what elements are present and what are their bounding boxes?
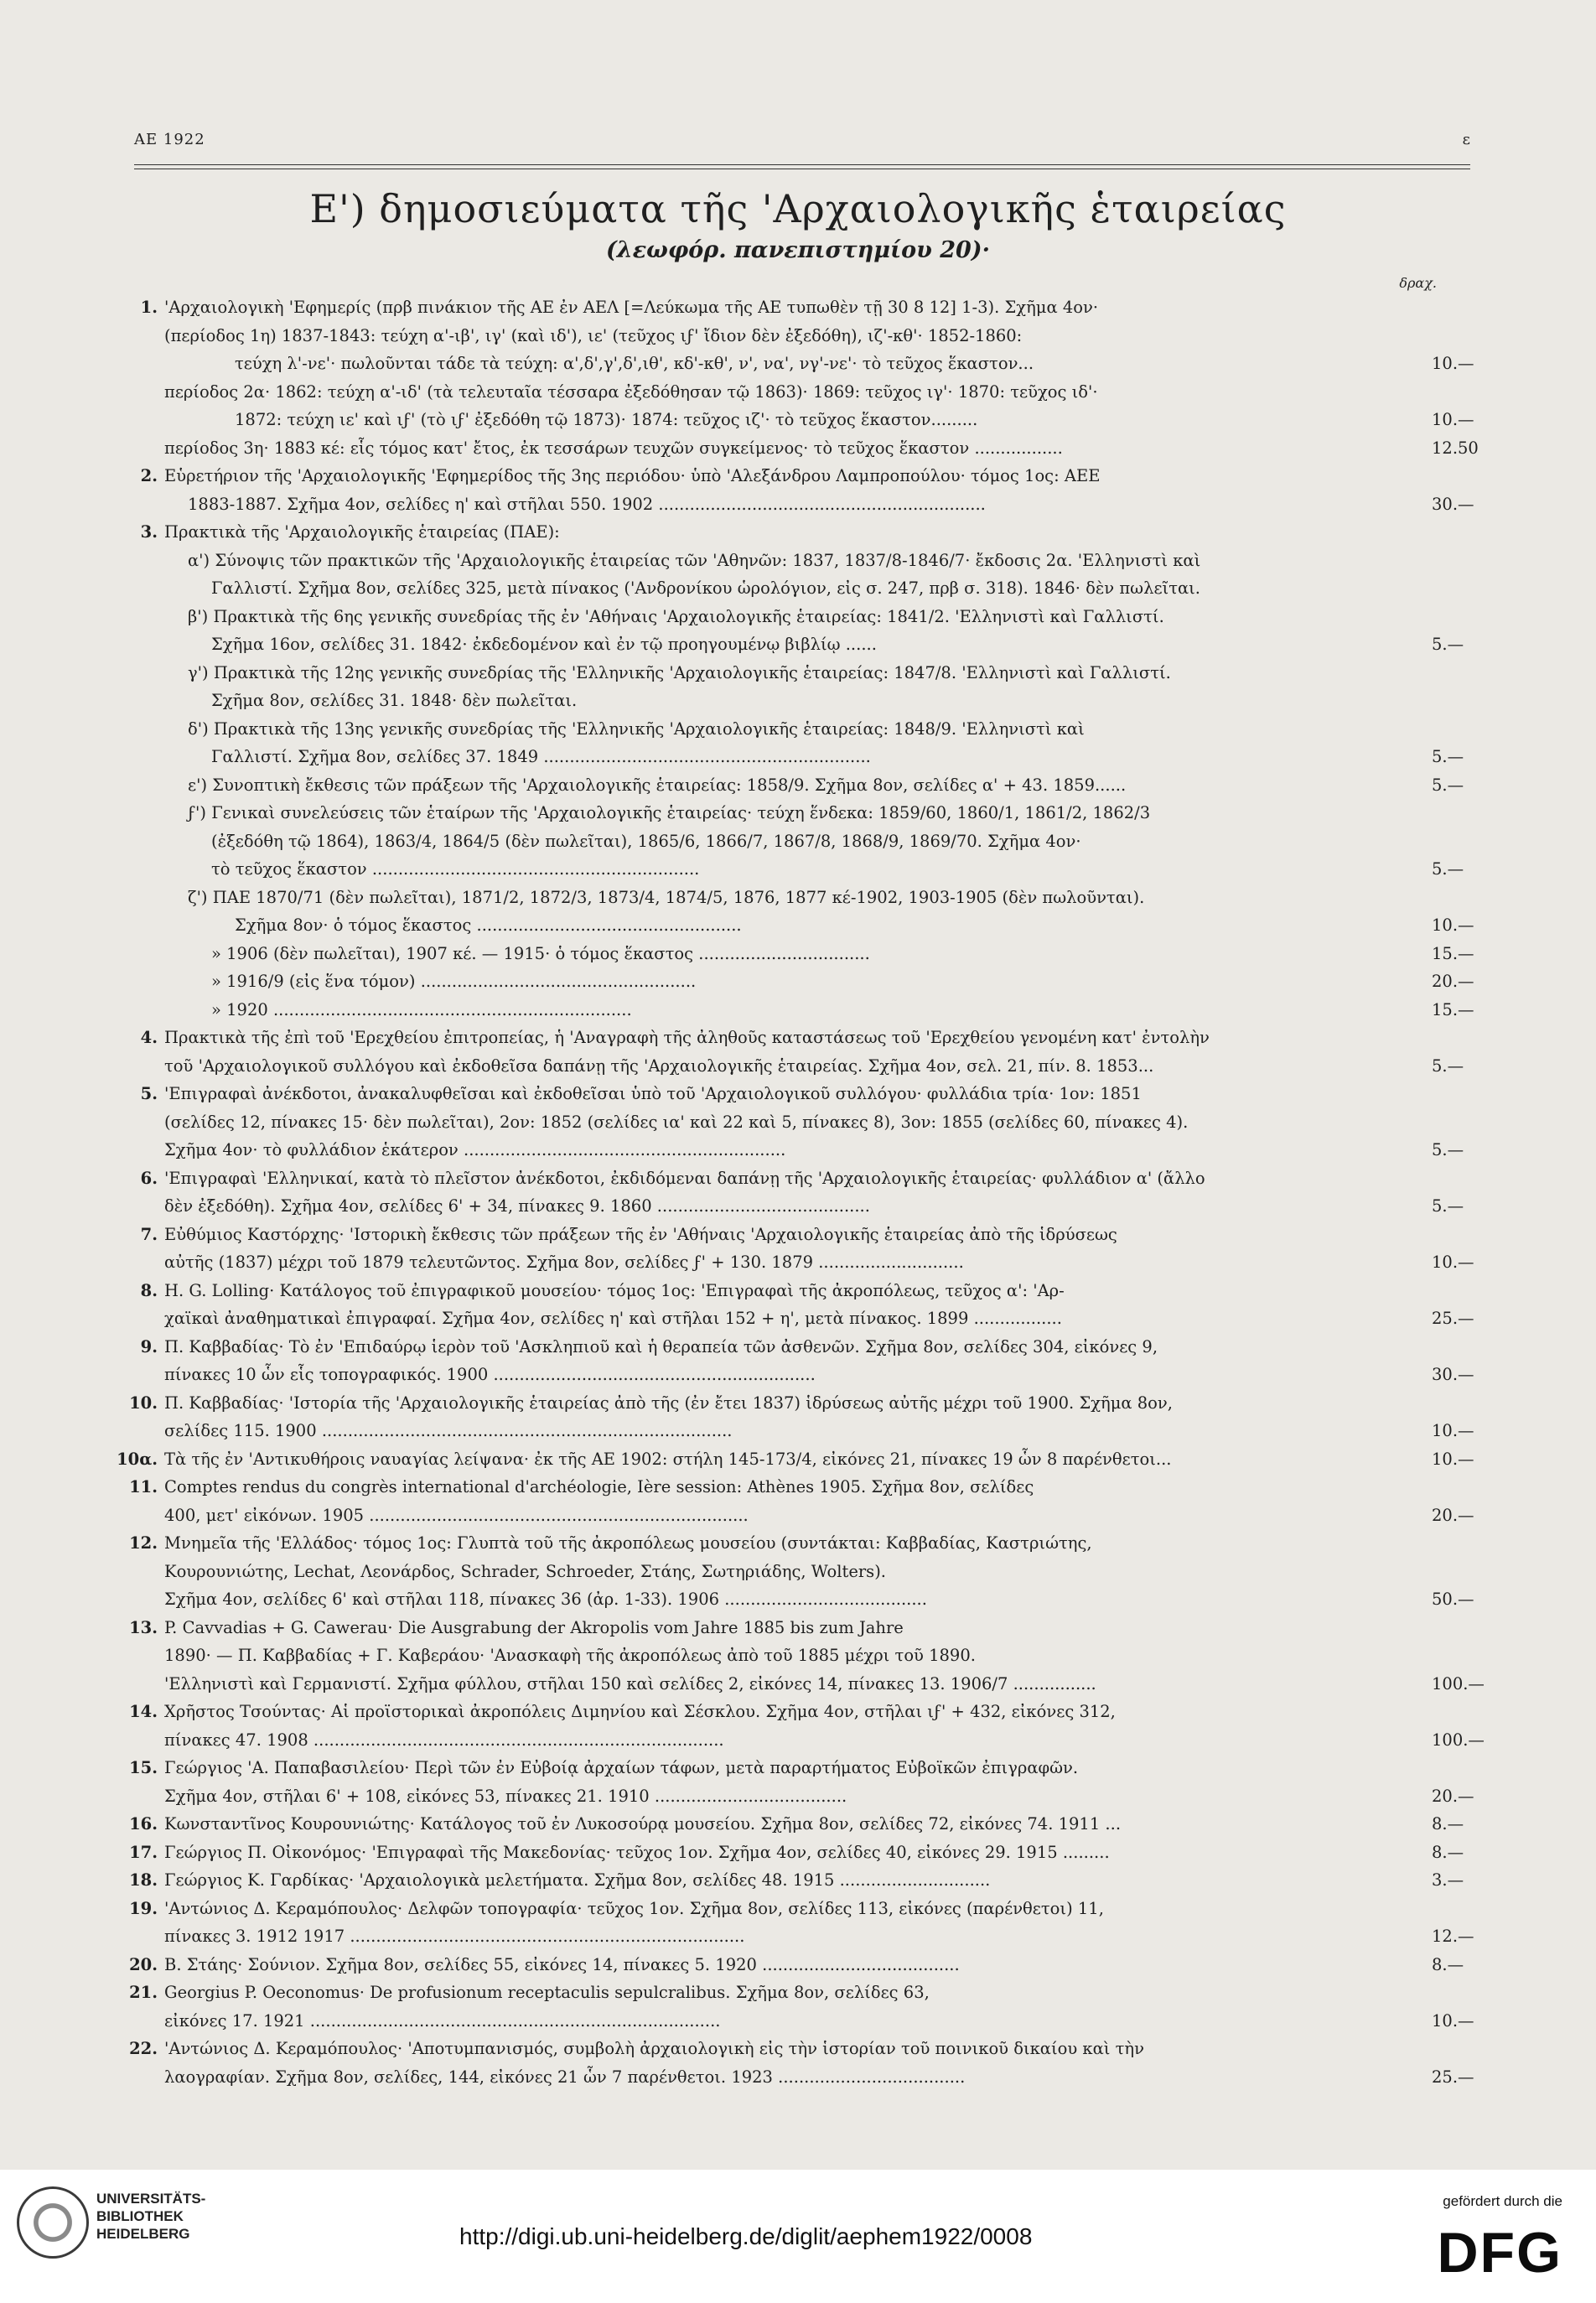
entry-number: 13.: [129, 1617, 158, 1637]
entry-price: 5.—: [1432, 1056, 1464, 1076]
entry-text: Κωνσταντῖνος Κουρουνιώτης· Κατάλογος τοῦ ἐν Λυκοσούρᾳ μουσείου. Σχῆμα 8ον, σελίδες 72, εἰκόνες 74. 1911 ...: [164, 1814, 1122, 1834]
entry-number: 9.: [140, 1336, 158, 1356]
running-head: [134, 131, 1470, 156]
entry-price: 50.—: [1432, 1590, 1474, 1609]
entry-number: 18.: [129, 1870, 158, 1890]
entry-line: [164, 911, 1482, 940]
entry-text: 1890· — Π. Καββαδίας + Γ. Καβεράου· 'Ανασκαφὴ τῆς ἀκροπόλεως ἀπὸ τοῦ 1885 μέχρι τοῦ 1890.: [164, 1646, 976, 1665]
entry-price: 10.—: [1432, 2010, 1474, 2031]
entry-line: [164, 827, 1482, 856]
entry-line: [164, 574, 1482, 603]
footer-bar: [0, 2170, 1596, 2303]
entry-line: [164, 378, 1482, 407]
entry-line: [129, 1698, 1482, 1726]
entry-text: ζ') ΠΑΕ 1870/71 (δὲν πωλεῖται), 1871/2, 1872/3, 1873/4, 1874/5, 1876, 1877 κέ-1902, 1903-1905 (δὲν πωλοῦνται).: [188, 887, 1145, 907]
entry-line: [164, 322, 1482, 350]
entry-line: [164, 434, 1482, 463]
entry-text: Β. Στάης· Σούνιον. Σχῆμα 8ον, σελίδες 55, εἰκόνες 14, πίνακες 5. 1920 ......................................: [164, 1954, 960, 1974]
entry-line: [140, 462, 1482, 490]
entry-text: H. G. Lolling· Κατάλογος τοῦ ἐπιγραφικοῦ μουσείου· τόμος 1ος: 'Επιγραφαὶ τῆς ἀκροπόλεως, τεῦχος α': 'Αρ-: [164, 1280, 1065, 1300]
entry-line: [164, 350, 1482, 378]
entry-line: [164, 1417, 1482, 1445]
entry-text: 1872: τεύχη ιε' καὶ ιϝ' (τὸ ιϝ' ἐξεδόθη τῷ 1873)· 1874: τεῦχος ιζ'· τὸ τεῦχος ἕκαστον.........: [235, 410, 978, 429]
header-rule-top: [134, 164, 1470, 165]
entry-line: [164, 1558, 1482, 1586]
entry-price: 5.—: [1432, 1140, 1464, 1159]
entry-line: [164, 1782, 1482, 1811]
entry-price: 5.—: [1432, 859, 1464, 879]
entry-number: 21.: [129, 1983, 158, 2002]
entry-text: Τὰ τῆς ἐν 'Αντικυθήροις ναυαγίας λείψανα· ἐκ τῆς ΑΕ 1902: στήλη 145-173/4, εἰκόνες 21, πίνακες 19 ὧν 8 παρένθετοι...: [164, 1449, 1172, 1469]
entry-text: Σχῆμα 8ον· ὁ τόμος ἕκαστος ...................................................: [235, 915, 742, 935]
entry-line: [164, 406, 1482, 434]
entry-text: Σχῆμα 4ον, σελίδες 6' καὶ στῆλαι 118, πίνακες 36 (ἀρ. 1-33). 1906 .......................................: [164, 1590, 927, 1609]
entry-line: [164, 771, 1482, 800]
entry-line: [140, 1277, 1482, 1305]
entry-text: Comptes rendus du congrès international d'archéologie, Ière session: Athènes 1905. Σχῆμα 8ον, σελίδες: [164, 1477, 1034, 1496]
entry-text: Χρῆστος Τσούντας· Αἱ προϊστορικαὶ ἀκροπόλεις Διμηνίου καὶ Σέσκλου. Σχῆμα 4ον, στῆλαι ιϝ' + 432, εἰκόνες 312,: [164, 1702, 1116, 1721]
entry-text: Π. Καββαδίας· 'Ιστορία τῆς 'Αρχαιολογικῆς ἑταιρείας ἀπὸ τῆς (ἐν ἔτει 1837) ἱδρύσεως αὐτῆς μέχρι τοῦ 1900. Σχῆμα 8ον,: [164, 1393, 1173, 1413]
entry-line: [129, 1839, 1482, 1867]
entry-line: [164, 603, 1482, 631]
library-name-line-3: HEIDELBERG: [96, 2226, 190, 2242]
entry-price: 12.—: [1432, 1927, 1474, 1946]
entry-price: 3.—: [1432, 1870, 1464, 1890]
entry-price: 25.—: [1432, 2067, 1474, 2087]
entry-price: 10.—: [1432, 410, 1474, 429]
entry-text: Γεώργιος 'Α. Παπαβασιλείου· Περὶ τῶν ἐν Εὐβοίᾳ ἀρχαίων τάφων, μετὰ παραρτήματος Εὐβοϊκῶν ἐπιγραφῶν.: [164, 1758, 1079, 1777]
entry-price: 5.—: [1432, 635, 1464, 654]
entry-text: ϝ') Γενικαὶ συνελεύσεις τῶν ἑταίρων τῆς 'Αρχαιολογικῆς ἑταιρείας· τεύχη ἕνδεκα: 1859/60, 1860/1, 1861/2, 1862/3: [188, 803, 1151, 822]
entry-line: [129, 1979, 1482, 2007]
entry-number: 22.: [129, 2039, 158, 2058]
entry-price: 8.—: [1432, 1842, 1464, 1862]
entry-line: [129, 1754, 1482, 1782]
running-head-right: ε: [1462, 131, 1470, 148]
entry-price: 10.—: [1432, 1421, 1474, 1440]
entry-line: [164, 687, 1482, 715]
entry-line: [164, 799, 1482, 827]
entry-number: 12.: [129, 1533, 158, 1553]
entry-number: 4.: [140, 1028, 158, 1047]
entry-text: σελίδες 115. 1900 ...............................................................................: [164, 1421, 733, 1440]
entry-text: περίοδος 3η· 1883 κέ: εἷς τόμος κατ' ἔτος, ἐκ τεσσάρων τευχῶν συγκείμενος· τὸ τεῦχος ἕκαστον .................: [164, 438, 1063, 458]
entry-text: Πρακτικὰ τῆς 'Αρχαιολογικῆς ἑταιρείας (ΠΑΕ):: [164, 522, 560, 542]
entry-text: αὐτῆς (1837) μέχρι τοῦ 1879 τελευτῶντος. Σχῆμα 8ον, σελίδες ϝ' + 130. 1879 ............................: [164, 1253, 964, 1272]
entry-price: 20.—: [1432, 1786, 1474, 1806]
entry-number: 10α.: [117, 1449, 158, 1469]
entry-text: πίνακες 3. 1912 1917 ............................................................................: [164, 1927, 745, 1946]
entry-line: [164, 1642, 1482, 1670]
entry-number: 3.: [140, 522, 158, 542]
entry-number: 14.: [129, 1702, 158, 1721]
entry-text: εἰκόνες 17. 1921 ...............................................................................: [164, 2010, 721, 2031]
entry-text: (ἐξεδόθη τῷ 1864), 1863/4, 1864/5 (δὲν πωλεῖται), 1865/6, 1866/7, 1867/8, 1868/9, 1869/70. Σχῆμα 4ον·: [211, 831, 1081, 851]
entry-price: 100.—: [1432, 1730, 1485, 1750]
entry-line: [140, 293, 1482, 322]
entry-text: Γεώργιος Π. Οἰκονόμος· 'Επιγραφαὶ τῆς Μακεδονίας· τεῦχος 1ον. Σχῆμα 4ον, σελίδες 40, εἰκόνες 29. 1915 .........: [164, 1842, 1110, 1862]
entry-line: [129, 1529, 1482, 1558]
entry-line: [140, 1024, 1482, 1052]
entry-text: (σελίδες 12, πίνακες 15· δὲν πωλεῖται), 2ον: 1852 (σελίδες ια' καὶ 22 καὶ 5, πίνακες 8), 3ον: 1855 (σελίδες 60, πίνακες 4).: [164, 1112, 1189, 1132]
entry-line: [140, 1164, 1482, 1193]
entry-text: ε') Συνοπτικὴ ἔκθεσις τῶν πράξεων τῆς 'Αρχαιολογικῆς ἑταιρείας: 1858/9. Σχῆμα 8ον, σελίδες α' + 43. 1859......: [188, 775, 1127, 795]
source-url-link[interactable]: http://digi.ub.uni-heidelberg.de/diglit/aephem1922/0008: [459, 2223, 1033, 2249]
entry-line: [129, 1895, 1482, 1923]
entry-line: [140, 1080, 1482, 1108]
entry-text: » 1920 .....................................................................: [211, 999, 632, 1019]
library-name-line-2: BIBLIOTHEK: [96, 2208, 184, 2224]
entry-price: 5.—: [1432, 775, 1464, 795]
entry-line: [164, 940, 1482, 968]
entry-price: 10.—: [1432, 1253, 1474, 1272]
entry-text: 'Επιγραφαὶ ἀνέκδοτοι, ἀνακαλυφθεῖσαι καὶ ἐκδοθεῖσαι ὑπὸ τοῦ 'Αρχαιολογικοῦ συλλόγου· φυλλάδια τρία· 1ον: 1851: [164, 1084, 1142, 1103]
publication-list: [117, 293, 1485, 2091]
entry-text: 400, μετ' εἰκόνων. 1905 .........................................................................: [164, 1505, 749, 1525]
entry-text: δ') Πρακτικὰ τῆς 13ης γενικῆς συνεδρίας τῆς 'Ελληνικῆς 'Αρχαιολογικῆς ἑταιρείας: 1848/9. 'Ελληνιστὶ καὶ: [188, 718, 1085, 739]
entry-text: πίνακες 10 ὧν εἷς τοπογραφικός. 1900 ..............................................................: [164, 1365, 816, 1384]
entry-line: [129, 1951, 1482, 1979]
entry-line: [164, 1502, 1482, 1530]
entry-text: λαογραφίαν. Σχῆμα 8ον, σελίδες, 144, εἰκόνες 21 ὧν 7 παρένθετοι. 1923 ....................................: [164, 2067, 966, 2087]
entry-text: Π. Καββαδίας· Τὸ ἐν 'Επιδαύρῳ ἱερὸν τοῦ 'Ασκληπιοῦ καὶ ἡ θεραπεία τῶν ἀσθενῶν. Σχῆμα 8ον, σελίδες 304, εἰκόνες 9,: [164, 1336, 1158, 1356]
entry-line: [140, 1221, 1482, 1249]
entry-line: [164, 2063, 1482, 2092]
entry-price: 15.—: [1432, 943, 1474, 963]
entry-price: 5.—: [1432, 1196, 1464, 1216]
entry-text: τὸ τεῦχος ἕκαστον ...............................................................: [211, 859, 700, 879]
entry-number: 17.: [129, 1842, 158, 1862]
entry-line: [164, 630, 1482, 659]
entry-text: 1883-1887. Σχῆμα 4ον, σελίδες η' καὶ στῆλαι 550. 1902 ...............................................................: [188, 494, 986, 514]
entry-price: 10.—: [1432, 1449, 1474, 1469]
entry-text: α') Σύνοψις τῶν πρακτικῶν τῆς 'Αρχαιολογικῆς ἑταιρείας τῶν 'Αθηνῶν: 1837, 1837/8-1846/7· ἔκδοσις 2α. 'Ελληνιστὶ καὶ: [188, 550, 1201, 570]
entry-text: Σχῆμα 4ον· τὸ φυλλάδιον ἑκάτερον ..............................................................: [164, 1140, 786, 1159]
sponsor-text: gefördert durch die: [1443, 2193, 1562, 2209]
entry-text: τοῦ 'Αρχαιολογικοῦ συλλόγου καὶ ἐκδοθεῖσα δαπάνῃ τῆς 'Αρχαιολογικῆς ἑταιρείας. Σχῆμα 4ον, σελ. 21, πίν. 8. 1853...: [164, 1056, 1154, 1076]
entry-text: Γεώργιος Κ. Γαρδίκας· 'Αρχαιολογικὰ μελετήματα. Σχῆμα 8ον, σελίδες 48. 1915 .............................: [164, 1870, 991, 1890]
entry-price: 12.50: [1432, 438, 1479, 458]
entry-text: 'Αντώνιος Δ. Κεραμόπουλος· 'Αποτυμπανισμός, συμβολὴ ἀρχαιολογικὴ εἰς τὴν ἱστορίαν τοῦ ποινικοῦ δικαίου καὶ τὴν: [164, 2039, 1144, 2058]
entry-line: [140, 1333, 1482, 1362]
entry-text: Πρακτικὰ τῆς ἐπὶ τοῦ 'Ερεχθείου ἐπιτροπείας, ἡ 'Αναγραφὴ τῆς ἀληθοῦς καταστάσεως τοῦ 'Ερεχθείου γενομένη κατ' ἐντολὴν: [164, 1028, 1210, 1047]
entry-number: 5.: [140, 1084, 158, 1103]
entry-text: γ') Πρακτικὰ τῆς 12ης γενικῆς συνεδρίας τῆς 'Ελληνικῆς 'Αρχαιολογικῆς ἑταιρείας: 1847/8. 'Ελληνιστὶ καὶ Γαλλιστί.: [188, 662, 1171, 682]
entry-price: 8.—: [1432, 1954, 1464, 1974]
entry-line: [140, 518, 1482, 547]
entry-line: [164, 1136, 1482, 1164]
entry-text: χαϊκαὶ ἀναθηματικαὶ ἐπιγραφαί. Σχῆμα 4ον, σελίδες η' καὶ στῆλαι 152 + η', μετὰ πίνακος. 1899 .................: [164, 1309, 1062, 1328]
entry-text: Κουρουνιώτης, Lechat, Λεονάρδος, Schrader, Schroeder, Στάης, Σωτηριάδης, Wolters).: [164, 1561, 886, 1581]
entry-text: περίοδος 2α· 1862: τεύχη α'-ιδ' (τὰ τελευταῖα τέσσαρα ἐξεδόθησαν τῷ 1863)· 1869: τεῦχος ιγ'· 1870: τεῦχος ιδ'·: [164, 381, 1098, 402]
entry-price: 100.—: [1432, 1673, 1485, 1694]
entry-line: [164, 659, 1482, 687]
entry-line: [164, 2007, 1482, 2036]
entry-text: 'Αρχαιολογικὴ 'Εφημερίς (πρβ πινάκιον τῆς ΑΕ ἐν ΑΕΛ [=Λεύκωμα τῆς ΑΕ τυπωθὲν τῇ 30 8 12] 1-3). Σχῆμα 4ον·: [164, 298, 1099, 317]
entry-text: 'Ελληνιστὶ καὶ Γερμανιστί. Σχῆμα φύλλου, στῆλαι 150 καὶ σελίδες 2, εἰκόνες 14, πίνακες 13. 1906/7 ................: [164, 1673, 1096, 1694]
entry-text: Εὐθύμιος Καστόρχης· 'Ιστορικὴ ἔκθεσις τῶν πράξεων τῆς ἐν 'Αθήναις 'Αρχαιολογικῆς ἑταιρείας ἀπὸ τῆς ἱδρύσεως: [164, 1224, 1117, 1244]
entry-price: 10.—: [1432, 354, 1474, 373]
entry-line: [164, 1670, 1485, 1699]
entry-number: 11.: [129, 1477, 158, 1496]
entry-line: [164, 1108, 1482, 1137]
entry-line: [164, 996, 1482, 1024]
entry-line: [164, 967, 1482, 996]
entry-text: Σχῆμα 4ον, στῆλαι 6' + 108, εἰκόνες 53, πίνακες 21. 1910 .....................................: [164, 1786, 847, 1806]
entry-line: [164, 1305, 1482, 1333]
entry-line: [129, 1389, 1482, 1418]
entry-line: [164, 1192, 1482, 1221]
entry-line: [164, 1585, 1482, 1614]
entry-number: 7.: [140, 1224, 158, 1244]
university-seal-icon: [17, 2186, 89, 2259]
entry-text: τεύχη λ'-νε'· πωλοῦνται τάδε τὰ τεύχη: α',δ',γ',δ',ιθ', κδ'-κθ', ν', να', νγ'-νε'· τὸ τεῦχος ἕκαστον...: [235, 354, 1034, 373]
entry-line: [164, 1361, 1482, 1389]
entry-price: 30.—: [1432, 1365, 1474, 1384]
entry-text: Σχῆμα 16ον, σελίδες 31. 1842· ἐκδεδομένον καὶ ἐν τῷ προηγουμένῳ βιβλίῳ ......: [211, 635, 877, 654]
entry-text: δὲν ἐξεδόθη). Σχῆμα 4ον, σελίδες 6' + 34, πίνακες 9. 1860 .........................................: [164, 1196, 870, 1216]
entry-text: Γαλλιστί. Σχῆμα 8ον, σελίδες 325, μετὰ πίνακος ('Ανδρονίκου ὡρολόγιον, εἰς σ. 247, πρβ σ. 318). 1846· δὲν πωλεῖται.: [211, 578, 1200, 598]
entry-text: β') Πρακτικὰ τῆς 6ης γενικῆς συνεδρίας τῆς ἐν 'Αθήναις 'Αρχαιολογικῆς ἑταιρείας: 1841/2. 'Ελληνιστὶ καὶ Γαλλιστί.: [188, 606, 1164, 626]
page-title: Ε') δημοσιεύματα τῆς 'Αρχαιολογικῆς ἑταιρείας: [309, 186, 1287, 231]
running-head-left: ΑΕ 1922: [134, 131, 205, 148]
entry-line: [129, 1810, 1482, 1839]
entry-line: [164, 1052, 1482, 1081]
entry-text: » 1916/9 (εἰς ἕνα τόμον) .....................................................: [211, 972, 697, 991]
dfg-logo: DFG: [1437, 2221, 1562, 2285]
entry-price: 30.—: [1432, 494, 1474, 514]
entry-number: 16.: [129, 1814, 158, 1834]
entry-line: [164, 715, 1482, 744]
entry-number: 19.: [129, 1898, 158, 1918]
library-name-line-1: UNIVERSITÄTS-: [96, 2191, 206, 2207]
entry-price: 25.—: [1432, 1309, 1474, 1328]
entry-number: 15.: [129, 1758, 158, 1777]
entry-text: 'Αντώνιος Δ. Κεραμόπουλος· Δελφῶν τοπογραφία· τεῦχος 1ον. Σχῆμα 8ον, σελίδες 113, εἰκόνες (παρένθετοι) 11,: [164, 1898, 1104, 1918]
entry-line: [164, 743, 1482, 771]
entry-number: 8.: [140, 1280, 158, 1300]
entry-number: 6.: [140, 1168, 158, 1188]
entry-text: Μνημεῖα τῆς 'Ελλάδος· τόμος 1ος: Γλυπτὰ τοῦ τῆς ἀκροπόλεως μουσείου (συντάκται: Καββαδίας, Καστριώτης,: [164, 1533, 1092, 1553]
entry-line: [164, 1248, 1482, 1277]
entry-text: » 1906 (δὲν πωλεῖται), 1907 κέ. — 1915· ὁ τόμος ἕκαστος .................................: [211, 943, 870, 963]
entry-number: 1.: [140, 298, 158, 317]
entry-number: 2.: [140, 466, 158, 485]
entry-text: Georgius P. Oeconomus· De profusionum receptaculis sepulcralibus. Σχῆμα 8ον, σελίδες 63,: [164, 1983, 930, 2002]
entry-line: [164, 855, 1482, 884]
entry-text: Σχῆμα 8ον, σελίδες 31. 1848· δὲν πωλεῖται.: [211, 691, 578, 710]
entry-text: Εὑρετήριον τῆς 'Αρχαιολογικῆς 'Εφημερίδος τῆς 3ης περιόδου· ὑπὸ 'Αλεξάνδρου Λαμπροπούλου· τόμος 1ος: ΑΕΕ: [164, 466, 1101, 485]
entry-price: 8.—: [1432, 1814, 1464, 1834]
entry-line: [129, 1614, 1482, 1642]
entry-text: πίνακες 47. 1908 ...............................................................................: [164, 1730, 724, 1750]
entry-line: [164, 547, 1482, 575]
entry-text: 'Επιγραφαὶ 'Ελληνικαί, κατὰ τὸ πλεῖστον ἀνέκδοτοι, ἐκδιδόμεναι δαπάνῃ τῆς 'Αρχαιολογικῆς ἑταιρείας· φυλλάδιον α' (ἄλλο: [164, 1168, 1205, 1188]
entry-text: P. Cavvadias + G. Cawerau· Die Ausgrabung der Akropolis vom Jahre 1885 bis zum Jahre: [164, 1617, 904, 1637]
currency-label: δραχ.: [1399, 275, 1437, 291]
page-subtitle: (λεωφόρ. πανεπιστημίου 20)·: [606, 237, 990, 263]
entry-line: [164, 884, 1482, 912]
entry-line: [164, 1922, 1482, 1951]
entry-price: 20.—: [1432, 972, 1474, 991]
entry-line: [164, 1726, 1485, 1755]
entry-price: 5.—: [1432, 747, 1464, 766]
entry-text: Γαλλιστί. Σχῆμα 8ον, σελίδες 37. 1849 ...............................................................: [211, 747, 871, 766]
entry-price: 20.—: [1432, 1505, 1474, 1525]
entry-line: [129, 2035, 1482, 2063]
entry-line: [129, 1473, 1482, 1502]
entry-number: 20.: [129, 1954, 158, 1974]
entry-number: 10.: [129, 1393, 158, 1413]
entry-text: (περίοδος 1η) 1837-1843: τεύχη α'-ιβ', ιγ' (καὶ ιδ'), ιε' (τεῦχος ιϝ' ἴδιον δὲν ἐξεδόθη), ιζ'-κθ'· 1852-1860:: [164, 325, 1023, 345]
entry-line: [164, 490, 1482, 519]
entry-price: 15.—: [1432, 999, 1474, 1019]
entry-line: [117, 1445, 1482, 1474]
library-name: [96, 2190, 205, 2243]
entry-line: [129, 1866, 1482, 1895]
entry-price: 10.—: [1432, 915, 1474, 935]
